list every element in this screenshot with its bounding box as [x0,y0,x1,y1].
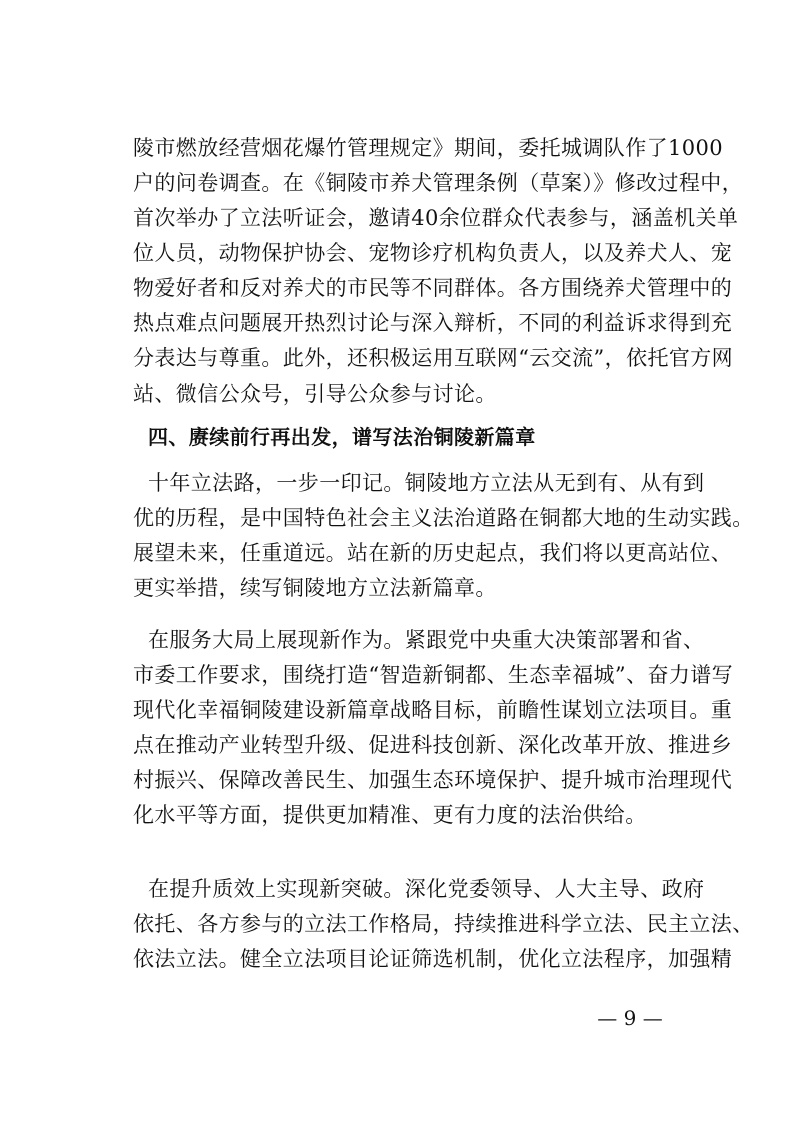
body-text-line: 依法立法。健全立法项目论证筛选机制，优化立法程序，加强精 [133,947,733,971]
body-text-line: 市委工作要求，围绕打造“智造新铜都、生态幸福城”、奋力谱写 [133,663,734,687]
body-text-line: 依托、各方参与的立法工作格局，持续推进科学立法、民主立法、 [133,912,754,936]
page-number: — 9 — [597,1006,663,1030]
body-text-line: 位人员，动物保护协会、宠物诊疗机构负责人，以及养犬人、宠 [133,241,733,265]
body-text-line: 优的历程，是中国特色社会主义法治道路在铜都大地的生动实践。 [133,506,754,530]
paragraph-first-line: 在提升质效上实现新突破。深化党委领导、人大主导、政府 [148,877,705,901]
body-text-line: 户的问卷调查。在《铜陵市养犬管理条例（草案）》修改过程中， [133,171,744,195]
body-text-line: 站、微信公众号，引导公众参与讨论。 [133,382,497,406]
body-text-line: 首次举办了立法听证会，邀请40余位群众代表参与，涵盖机关单 [133,206,739,230]
body-text-line: 现代化幸福铜陵建设新篇章战略目标，前瞻性谋划立法项目。重 [133,698,733,722]
body-text-line: 热点难点问题展开热烈讨论与深入辩析，不同的利益诉求得到充 [133,311,733,335]
body-text-line: 化水平等方面，提供更加精准、更有力度的法治供给。 [133,803,647,827]
body-text-line: 分表达与尊重。此外，还积极运用互联网“云交流”，依托官方网 [133,346,734,370]
body-text-line: 更实举措，续写铜陵地方立法新篇章。 [133,576,497,600]
body-text-line: 展望未来，任重道远。站在新的历史起点，我们将以更高站位、 [133,541,733,565]
section-heading: 四、赓续前行再出发，谱写法治铜陵新篇章 [148,425,536,449]
body-text-line: 物爱好者和反对养犬的市民等不同群体。各方围绕养犬管理中的 [133,276,733,300]
body-text-line: 陵市燃放经营烟花爆竹管理规定》期间，委托城调队作了1000 [133,136,724,160]
body-text-line: 点在推动产业转型升级、促进科技创新、深化改革开放、推进乡 [133,733,733,757]
paragraph-first-line: 在服务大局上展现新作为。紧跟党中央重大决策部署和省、 [148,628,705,652]
body-text-line: 村振兴、保障改善民生、加强生态环境保护、提升城市治理现代 [133,768,733,792]
paragraph-first-line: 十年立法路，一步一印记。铜陵地方立法从无到有、从有到 [148,471,705,495]
